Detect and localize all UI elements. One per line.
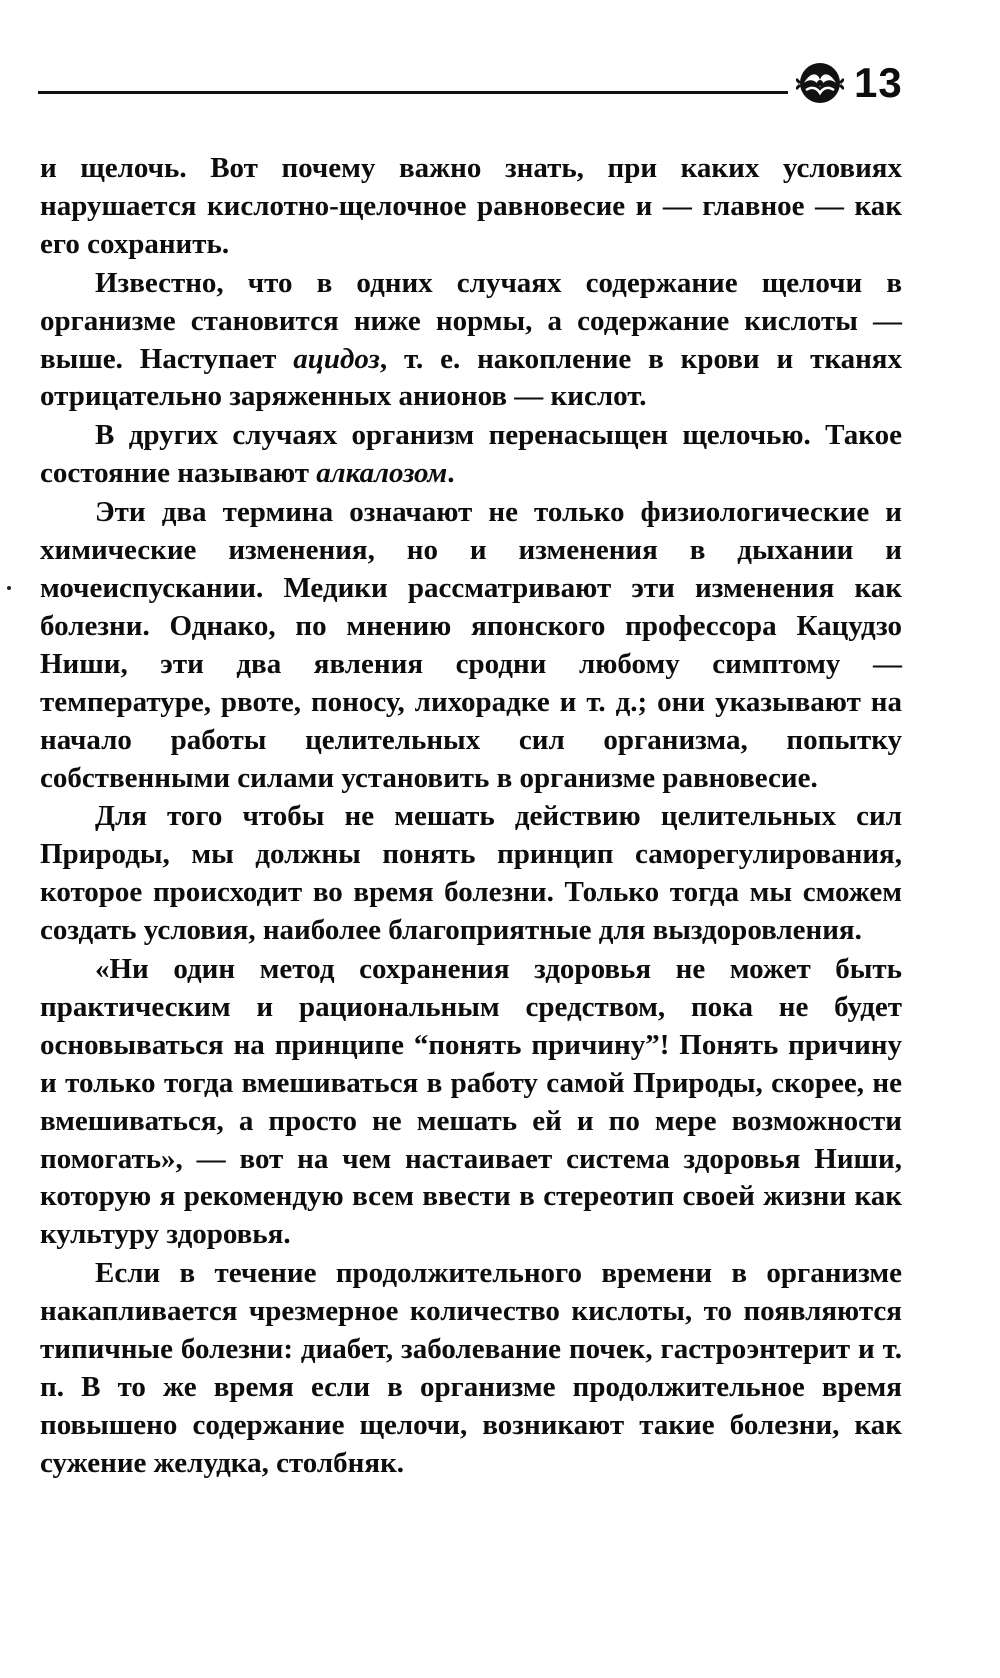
paragraph-6: «Ни один метод сохранения здоровья не может быть практическим и рациональным средством, пока не будет основываться на принципе “понять причину”! Понять причину и только тогда вмешиваться в работу самой Природы, скорее, не вмешиваться, а просто не мешать ей и по мере возможности помогать», — вот на чем настаивает система здоровья Ниши, которую я рекомендую всем ввести в стереотип своей жизни как культуру здоровья. [40, 953, 902, 1251]
stray-mark [7, 586, 11, 590]
book-ornament-icon [796, 60, 844, 106]
paragraph-2 [40, 265, 902, 417]
paragraph-7: Если в течение продолжительного времени в организме накапливается чрезмерное количество кислоты, то появляются типичные болезни: диабет, заболевание почек, гастроэнтерит и т. п. В то же время если в организме продолжительное время повышено содержание щелочи, возникают такие болезни, как сужение желудка, столбняк. [40, 1257, 902, 1479]
paragraph-3-before: В других случаях организм перенасыщен щелочью. Такое состояние называют [40, 419, 902, 490]
term-acidosis: ацидоз [293, 342, 380, 375]
page-header [38, 58, 903, 108]
header-rule [38, 91, 788, 94]
term-alkalosis: алкалозом [316, 457, 448, 490]
paragraph-3 [40, 417, 902, 493]
body-text [40, 150, 902, 1484]
paragraph-2-after: , т. е. накопление в крови и тканях отрицательно заряженных анионов — кислот. [40, 342, 902, 413]
paragraph-3-after: . [447, 457, 455, 490]
page-number: 13 [854, 59, 903, 106]
paragraph-1: и щелочь. Вот почему важно знать, при каких условиях нарушается кислотно-щелочное равновесие и — главное — как его сохранить. [40, 152, 902, 260]
paragraph-4: Эти два термина означают не только физиологические и химические изменения, но и изменения в дыхании и мочеиспускании. Медики рассматривают эти изменения как болезни. Однако, по мнению японского профессора Кацудзо Ниши, эти два явления сродни любому симптому — температуре, рвоте, поносу, лихорадке и т. д.; они указывают на начало работы целительных сил организма, попытку собственными силами установить в организме равновесие. [40, 496, 902, 794]
paragraph-2-before: Известно, что в одних случаях содержание щелочи в организме становится ниже нормы, а содержание кислоты — выше. Наступает [40, 266, 902, 375]
paragraph-5: Для того чтобы не мешать действию целительных сил Природы, мы должны понять принцип саморегулирования, которое происходит во время болезни. Только тогда мы сможем создать условия, наиболее благоприятные для выздоровления. [40, 800, 902, 947]
